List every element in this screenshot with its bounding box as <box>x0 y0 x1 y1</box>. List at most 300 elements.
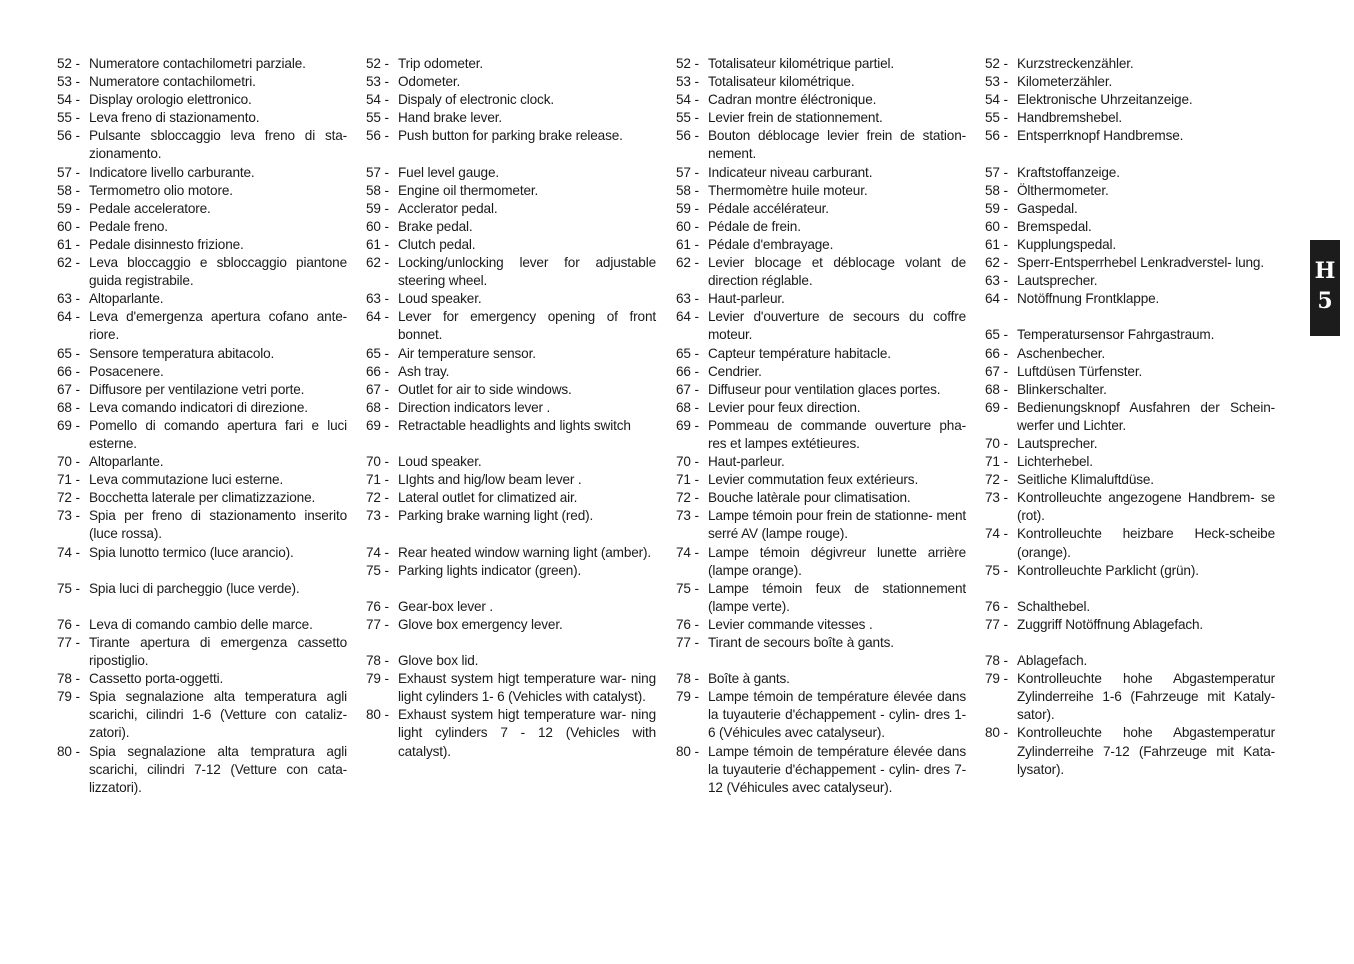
legend-item-number: 58 - <box>366 182 389 198</box>
legend-item-number: 73 - <box>676 508 699 524</box>
legend-item-text: Kontrolleuchte Parklicht (grün). <box>1017 562 1199 578</box>
legend-item-number: 65 - <box>676 345 699 361</box>
legend-item <box>676 670 966 688</box>
legend-item <box>985 453 1275 471</box>
legend-item <box>676 580 966 616</box>
legend-item-text: Pulsante sbloccaggio leva freno di sta- zionamento. <box>89 128 347 162</box>
legend-item <box>985 200 1275 218</box>
legend-item <box>57 308 347 344</box>
legend-item-text: Termometro olio motore. <box>89 182 233 198</box>
legend-item-text: Numeratore contachilometri. <box>89 74 256 90</box>
legend-item <box>366 706 656 760</box>
legend-item-text: Lampe témoin de température élevée dans la tuyauterie d'échappement - cylin- dres 7-12 (Véhicules avec catalyseur). <box>708 743 966 795</box>
legend-item-text: Pomello di comando apertura fari e luci esterne. <box>89 417 347 451</box>
legend-item-text: Zuggriff Notöffnung Ablagefach. <box>1017 616 1204 632</box>
legend-item-text: LIghts and hig/low beam lever . <box>398 472 582 488</box>
legend-item <box>366 652 656 670</box>
legend-item-number: 56 - <box>985 128 1008 144</box>
spacer <box>366 580 656 598</box>
legend-item-text: Spia per freno di stazionamento inserito (luce rossa). <box>89 508 347 542</box>
legend-item-text: Tirante apertura di emergenza cassetto ripostiglio. <box>89 635 347 669</box>
legend-item <box>57 670 347 688</box>
spacer <box>985 580 1275 598</box>
legend-item-text: Elektronische Uhrzeitanzeige. <box>1017 92 1193 108</box>
legend-item-text: Lampe témoin pour frein de stationne- ment serré AV (lampe rouge). <box>708 508 966 542</box>
legend-item-number: 54 - <box>366 92 389 108</box>
legend-item-number: 64 - <box>985 291 1008 307</box>
legend-item-number: 56 - <box>366 128 389 144</box>
legend-item <box>57 290 347 308</box>
legend-item <box>366 200 656 218</box>
legend-item-number: 61 - <box>57 236 80 252</box>
legend-item-text: Lautsprecher. <box>1017 273 1098 289</box>
spacer <box>985 145 1275 163</box>
legend-item <box>366 471 656 489</box>
legend-item-number: 68 - <box>366 399 389 415</box>
spacer <box>57 598 347 616</box>
legend-item <box>985 55 1275 73</box>
legend-item-number: 59 - <box>676 200 699 216</box>
legend-item <box>366 399 656 417</box>
legend-item <box>985 182 1275 200</box>
legend-item-number: 58 - <box>985 182 1008 198</box>
legend-item-number: 77 - <box>366 616 389 632</box>
legend-item-number: 54 - <box>676 92 699 108</box>
legend-item <box>985 363 1275 381</box>
legend-item <box>57 236 347 254</box>
legend-item-number: 57 - <box>985 164 1008 180</box>
legend-item-number: 58 - <box>676 182 699 198</box>
legend-item <box>366 127 656 145</box>
legend-item-number: 72 - <box>57 490 80 506</box>
legend-item-number: 74 - <box>676 544 699 560</box>
legend-item <box>676 544 966 580</box>
legend-item-number: 61 - <box>366 236 389 252</box>
legend-item-text: Hand brake lever. <box>398 110 502 126</box>
legend-item-number: 70 - <box>366 454 389 470</box>
legend-item-text: Posacenere. <box>89 363 164 379</box>
legend-item-text: Handbremshebel. <box>1017 110 1123 126</box>
legend-item-number: 73 - <box>57 508 80 524</box>
legend-item-number: 66 - <box>57 363 80 379</box>
legend-item <box>366 290 656 308</box>
legend-item-number: 75 - <box>366 562 389 578</box>
legend-item-number: 76 - <box>985 598 1008 614</box>
legend-item-number: 80 - <box>57 743 80 759</box>
legend-item-number: 55 - <box>676 110 699 126</box>
legend-item <box>676 308 966 344</box>
legend-item <box>57 453 347 471</box>
legend-item-number: 61 - <box>676 236 699 252</box>
legend-item <box>57 507 347 543</box>
legend-item-text: Bremspedal. <box>1017 218 1092 234</box>
legend-item <box>366 109 656 127</box>
legend-item-text: Gaspedal. <box>1017 200 1078 216</box>
legend-item <box>985 435 1275 453</box>
legend-item <box>676 218 966 236</box>
legend-item-text: Levier commutation feux extérieurs. <box>708 472 919 488</box>
legend-item-text: Kraftstoffanzeige. <box>1017 164 1120 180</box>
legend-item-number: 60 - <box>366 218 389 234</box>
legend-item <box>366 218 656 236</box>
legend-item-number: 78 - <box>676 671 699 687</box>
legend-item <box>57 55 347 73</box>
legend-item-number: 79 - <box>985 671 1008 687</box>
legend-item <box>57 109 347 127</box>
legend-item <box>985 471 1275 489</box>
legend-item-number: 53 - <box>985 74 1008 90</box>
legend-item-text: Pédale de frein. <box>708 218 801 234</box>
legend-item <box>985 525 1275 561</box>
legend-item-text: Trip odometer. <box>398 56 484 71</box>
legend-item-number: 69 - <box>366 417 389 433</box>
legend-item-number: 74 - <box>57 544 80 560</box>
legend-item-number: 65 - <box>366 345 389 361</box>
legend-item <box>676 182 966 200</box>
legend-item-text: Glove box emergency lever. <box>398 616 563 632</box>
legend-item <box>985 616 1275 634</box>
legend-item-text: Outlet for air to side windows. <box>398 381 572 397</box>
legend-item <box>985 326 1275 344</box>
spacer <box>366 525 656 543</box>
legend-item-number: 72 - <box>366 490 389 506</box>
legend-item-text: Clutch pedal. <box>398 236 476 252</box>
legend-item-number: 64 - <box>366 309 389 325</box>
legend-item-text: Fuel level gauge. <box>398 164 499 180</box>
legend-item <box>57 417 347 453</box>
legend-item <box>985 562 1275 580</box>
legend-item <box>676 55 966 73</box>
legend-item-text: Display orologio elettronico. <box>89 92 252 108</box>
spacer <box>366 634 656 652</box>
legend-item <box>366 164 656 182</box>
legend-item-text: Lampe témoin feux de stationnement (lampe verte). <box>708 580 966 614</box>
legend-item-number: 57 - <box>57 164 80 180</box>
legend-item-number: 77 - <box>57 635 80 650</box>
legend-item-number: 63 - <box>366 291 389 307</box>
legend-item-number: 75 - <box>676 580 699 596</box>
legend-item-number: 71 - <box>57 472 80 488</box>
legend-item <box>676 743 966 797</box>
legend-item <box>57 381 347 399</box>
legend-item <box>676 688 966 742</box>
legend-item-text: Ölthermometer. <box>1017 182 1109 198</box>
legend-item-text: Aschenbecher. <box>1017 345 1105 361</box>
legend-item-text: Lampe témoin de température élevée dans la tuyauterie d'échappement - cylin- dres 1-6 (Véhicules avec catalyseur). <box>708 689 966 741</box>
legend-item-number: 62 - <box>985 255 1008 271</box>
legend-item-number: 67 - <box>985 363 1008 379</box>
legend-item-text: Indicatore livello carburante. <box>89 164 255 180</box>
spacer <box>57 562 347 580</box>
legend-item <box>366 489 656 507</box>
legend-item-text: Kontrolleuchte angezogene Handbrem- se (rot). <box>1017 490 1275 524</box>
legend-item-number: 62 - <box>57 255 80 271</box>
legend-item <box>676 453 966 471</box>
legend-item-text: Lateral outlet for climatized air. <box>398 490 578 506</box>
legend-item-text: Cassetto porta-oggetti. <box>89 671 224 687</box>
legend-item-text: Tirant de secours boîte à gants. <box>708 635 894 650</box>
legend-item-number: 72 - <box>985 472 1008 488</box>
legend-item-number: 64 - <box>676 309 699 325</box>
legend-item-number: 53 - <box>366 74 389 90</box>
legend-item <box>366 73 656 91</box>
legend-item <box>676 381 966 399</box>
legend-item-text: Parking brake warning light (red). <box>398 508 594 524</box>
legend-item-text: Numeratore contachilometri parziale. <box>89 56 306 71</box>
legend-item-number: 52 - <box>366 56 389 71</box>
legend-item-number: 69 - <box>57 417 80 433</box>
legend-item-number: 76 - <box>366 598 389 614</box>
legend-item-number: 52 - <box>676 56 699 71</box>
legend-item-text: Levier blocage et déblocage volant de direction réglable. <box>708 255 966 289</box>
legend-item-text: Leva di comando cambio delle marce. <box>89 616 313 632</box>
legend-item-text: Cadran montre éléctronique. <box>708 92 877 108</box>
legend-item-number: 80 - <box>985 725 1008 741</box>
legend-item-number: 67 - <box>57 381 80 397</box>
legend-item-text: Spia segnalazione alta tempratura agli scarichi, cilindri 7-12 (Vetture con cata- lizzatori). <box>89 743 347 795</box>
legend-item <box>676 345 966 363</box>
legend-item-text: Parking lights indicator (green). <box>398 562 582 578</box>
legend-item <box>57 399 347 417</box>
legend-item-number: 59 - <box>57 200 80 216</box>
legend-item-text: Temperatursensor Fahrgastraum. <box>1017 327 1215 343</box>
legend-item-number: 60 - <box>985 218 1008 234</box>
legend-item-text: Glove box lid. <box>398 653 479 669</box>
legend-item <box>985 399 1275 435</box>
legend-item <box>57 200 347 218</box>
legend-item-text: Diffusore per ventilazione vetri porte. <box>89 381 305 397</box>
section-tab-number: 5 <box>1317 288 1333 314</box>
legend-item-number: 77 - <box>676 635 699 650</box>
legend-item-number: 62 - <box>676 255 699 271</box>
legend-item-number: 73 - <box>985 490 1008 506</box>
legend-item-text: Kupplungspedal. <box>1017 236 1117 252</box>
legend-item-text: Schalthebel. <box>1017 598 1091 614</box>
legend-item <box>676 471 966 489</box>
legend-item <box>366 55 656 73</box>
legend-item-text: Rear heated window warning light (amber). <box>398 544 652 560</box>
legend-item-number: 63 - <box>985 273 1008 289</box>
legend-item <box>985 164 1275 182</box>
legend-item <box>676 109 966 127</box>
legend-item <box>676 399 966 417</box>
legend-item <box>985 489 1275 525</box>
legend-item-number: 65 - <box>57 345 80 361</box>
legend-item-number: 59 - <box>985 200 1008 216</box>
legend-item-text: Pédale d'embrayage. <box>708 236 834 252</box>
legend-item-text: Brake pedal. <box>398 218 473 234</box>
legend-item-text: Kontrolleuchte hohe Abgastemperatur Zylinderreihe 1-6 (Fahrzeuge mit Kataly- sator). <box>1017 671 1275 723</box>
legend-item-text: Kilometerzähler. <box>1017 74 1113 90</box>
legend-item-text: Luftdüsen Türfenster. <box>1017 363 1143 379</box>
legend-item-number: 66 - <box>676 363 699 379</box>
legend-item-number: 74 - <box>985 526 1008 542</box>
legend-item <box>366 236 656 254</box>
legend-item <box>676 634 966 652</box>
legend-item <box>985 73 1275 91</box>
spacer <box>366 435 656 453</box>
legend-item-text: Leva commutazione luci esterne. <box>89 472 284 488</box>
legend-item <box>57 688 347 742</box>
legend-item-number: 70 - <box>985 435 1008 451</box>
legend-item <box>366 616 656 634</box>
legend-item-text: Blinkerschalter. <box>1017 381 1107 397</box>
legend-item <box>366 91 656 109</box>
legend-item <box>985 724 1275 778</box>
legend-item-text: Notöffnung Frontklappe. <box>1017 291 1160 307</box>
legend-item-number: 78 - <box>57 671 80 687</box>
legend-item-text: Lever for emergency opening of front bonnet. <box>398 309 656 343</box>
legend-item <box>985 670 1275 724</box>
legend-item-text: Air temperature sensor. <box>398 345 536 361</box>
legend-item-text: Totalisateur kilométrique. <box>708 74 855 90</box>
section-tab <box>1310 240 1340 336</box>
legend-item-text: Retractable headlights and lights switch <box>398 417 631 433</box>
legend-item <box>676 616 966 634</box>
legend-item-text: Totalisateur kilométrique partiel. <box>708 56 895 71</box>
legend-item-number: 57 - <box>676 164 699 180</box>
legend-item <box>676 73 966 91</box>
legend-item <box>676 290 966 308</box>
legend-column-english <box>366 55 656 761</box>
legend-item-number: 63 - <box>676 291 699 307</box>
legend-item-text: Pommeau de commande ouverture pha- res et lampes extétieures. <box>708 417 966 451</box>
legend-item-text: Lampe témoin dégivreur lunette arrière (lampe orange). <box>708 544 966 578</box>
legend-item-number: 68 - <box>57 399 80 415</box>
legend-item-text: Odometer. <box>398 74 461 90</box>
legend-item-number: 77 - <box>985 616 1008 632</box>
legend-item-text: Loud speaker. <box>398 454 482 470</box>
legend-item-number: 65 - <box>985 327 1008 343</box>
legend-item <box>57 363 347 381</box>
legend-item <box>57 254 347 290</box>
legend-item-number: 79 - <box>676 689 699 705</box>
legend-item-number: 57 - <box>366 164 389 180</box>
legend-item-text: Leva bloccaggio e sbloccaggio piantone guida registrabile. <box>89 255 347 289</box>
legend-item-text: Kurzstreckenzähler. <box>1017 56 1134 71</box>
legend-item <box>366 670 656 706</box>
legend-item <box>57 544 347 562</box>
legend-item <box>57 616 347 634</box>
legend-item-number: 80 - <box>676 743 699 759</box>
legend-item-number: 56 - <box>676 128 699 144</box>
legend-item-text: Levier pour feux direction. <box>708 399 861 415</box>
legend-item-text: Leva d'emergenza apertura cofano ante- riore. <box>89 309 347 343</box>
legend-item-number: 59 - <box>366 200 389 216</box>
legend-item-text: Spia lunotto termico (luce arancio). <box>89 544 294 560</box>
legend-item <box>676 164 966 182</box>
legend-item-text: Lautsprecher. <box>1017 435 1098 451</box>
legend-item-text: Exhaust system higt temperature war- ning light cylinders 7 - 12 (Vehicles with catalyst). <box>398 707 656 759</box>
legend-item <box>676 91 966 109</box>
legend-item <box>676 417 966 453</box>
legend-item <box>985 381 1275 399</box>
legend-item-number: 66 - <box>366 363 389 379</box>
legend-item-text: Engine oil thermometer. <box>398 182 539 198</box>
legend-item-number: 60 - <box>676 218 699 234</box>
legend-item-number: 54 - <box>57 92 80 108</box>
legend-item-number: 55 - <box>366 110 389 126</box>
legend-item <box>676 489 966 507</box>
legend-item <box>366 345 656 363</box>
legend-item <box>676 363 966 381</box>
legend-item <box>985 127 1275 145</box>
legend-item-number: 54 - <box>985 92 1008 108</box>
legend-item-number: 53 - <box>57 74 80 90</box>
legend-item-text: Kontrolleuchte hohe Abgastemperatur Zylinderreihe 7-12 (Fahrzeuge mit Kata- lysator). <box>1017 725 1275 777</box>
legend-item-text: Cendrier. <box>708 363 762 379</box>
legend-item <box>676 236 966 254</box>
legend-item-text: Bouton déblocage levier frein de station- nement. <box>708 128 966 162</box>
legend-item-text: Spia luci di parcheggio (luce verde). <box>89 580 300 596</box>
legend-item-text: Sperr-Entsperrhebel Lenkradverstel- lung. <box>1017 255 1264 271</box>
legend-item-text: Levier commande vitesses . <box>708 616 873 632</box>
legend-item <box>366 417 656 435</box>
legend-item-text: Levier frein de stationnement. <box>708 110 883 126</box>
legend-item <box>985 218 1275 236</box>
legend-item <box>366 598 656 616</box>
legend-item-text: Lichterhebel. <box>1017 454 1093 470</box>
legend-item <box>985 652 1275 670</box>
legend-item-number: 52 - <box>57 56 80 71</box>
legend-item-text: Leva freno di stazionamento. <box>89 110 260 126</box>
legend-item <box>366 381 656 399</box>
legend-item <box>676 127 966 163</box>
legend-item-text: Altoparlante. <box>89 454 164 470</box>
legend-item-number: 76 - <box>676 616 699 632</box>
legend-item-text: Leva comando indicatori di direzione. <box>89 399 308 415</box>
legend-item-text: Loud speaker. <box>398 291 482 307</box>
spacer <box>985 634 1275 652</box>
legend-item <box>57 73 347 91</box>
legend-item-text: Acclerator pedal. <box>398 200 498 216</box>
legend-item <box>366 562 656 580</box>
legend-item-text: Capteur température habitacle. <box>708 345 891 361</box>
legend-item <box>366 308 656 344</box>
legend-item-text: Exhaust system higt temperature war- ning light cylinders 1- 6 (Vehicles with catalyst). <box>398 671 656 705</box>
legend-item-number: 72 - <box>676 490 699 506</box>
legend-item-text: Entsperrknopf Handbremse. <box>1017 128 1184 144</box>
legend-item-number: 75 - <box>57 580 80 596</box>
legend-item-text: Pedale acceleratore. <box>89 200 211 216</box>
legend-item <box>57 164 347 182</box>
legend-item <box>676 254 966 290</box>
legend-item-text: Direction indicators lever . <box>398 399 551 415</box>
legend-item-number: 53 - <box>676 74 699 90</box>
legend-item-text: Locking/unlocking lever for adjustable steering wheel. <box>398 255 656 289</box>
legend-item-number: 58 - <box>57 182 80 198</box>
legend-item-text: Bedienungsknopf Ausfahren der Schein- werfer und Lichter. <box>1017 399 1275 433</box>
legend-item-text: Ash tray. <box>398 363 450 379</box>
legend-item <box>366 507 656 525</box>
legend-item <box>57 471 347 489</box>
legend-item <box>57 182 347 200</box>
legend-item-text: Pédale accélérateur. <box>708 200 829 216</box>
legend-item <box>366 182 656 200</box>
legend-item <box>985 254 1275 272</box>
section-tab-letter: H <box>1314 258 1336 284</box>
legend-item <box>57 634 347 670</box>
legend-item <box>985 109 1275 127</box>
legend-item-text: Push button for parking brake release. <box>398 128 623 144</box>
legend-item-text: Haut-parleur. <box>708 291 785 307</box>
legend-item-number: 66 - <box>985 345 1008 361</box>
legend-item <box>57 743 347 797</box>
legend-item-number: 78 - <box>985 653 1008 669</box>
legend-item <box>57 218 347 236</box>
legend-item <box>57 489 347 507</box>
legend-item-number: 78 - <box>366 653 389 669</box>
